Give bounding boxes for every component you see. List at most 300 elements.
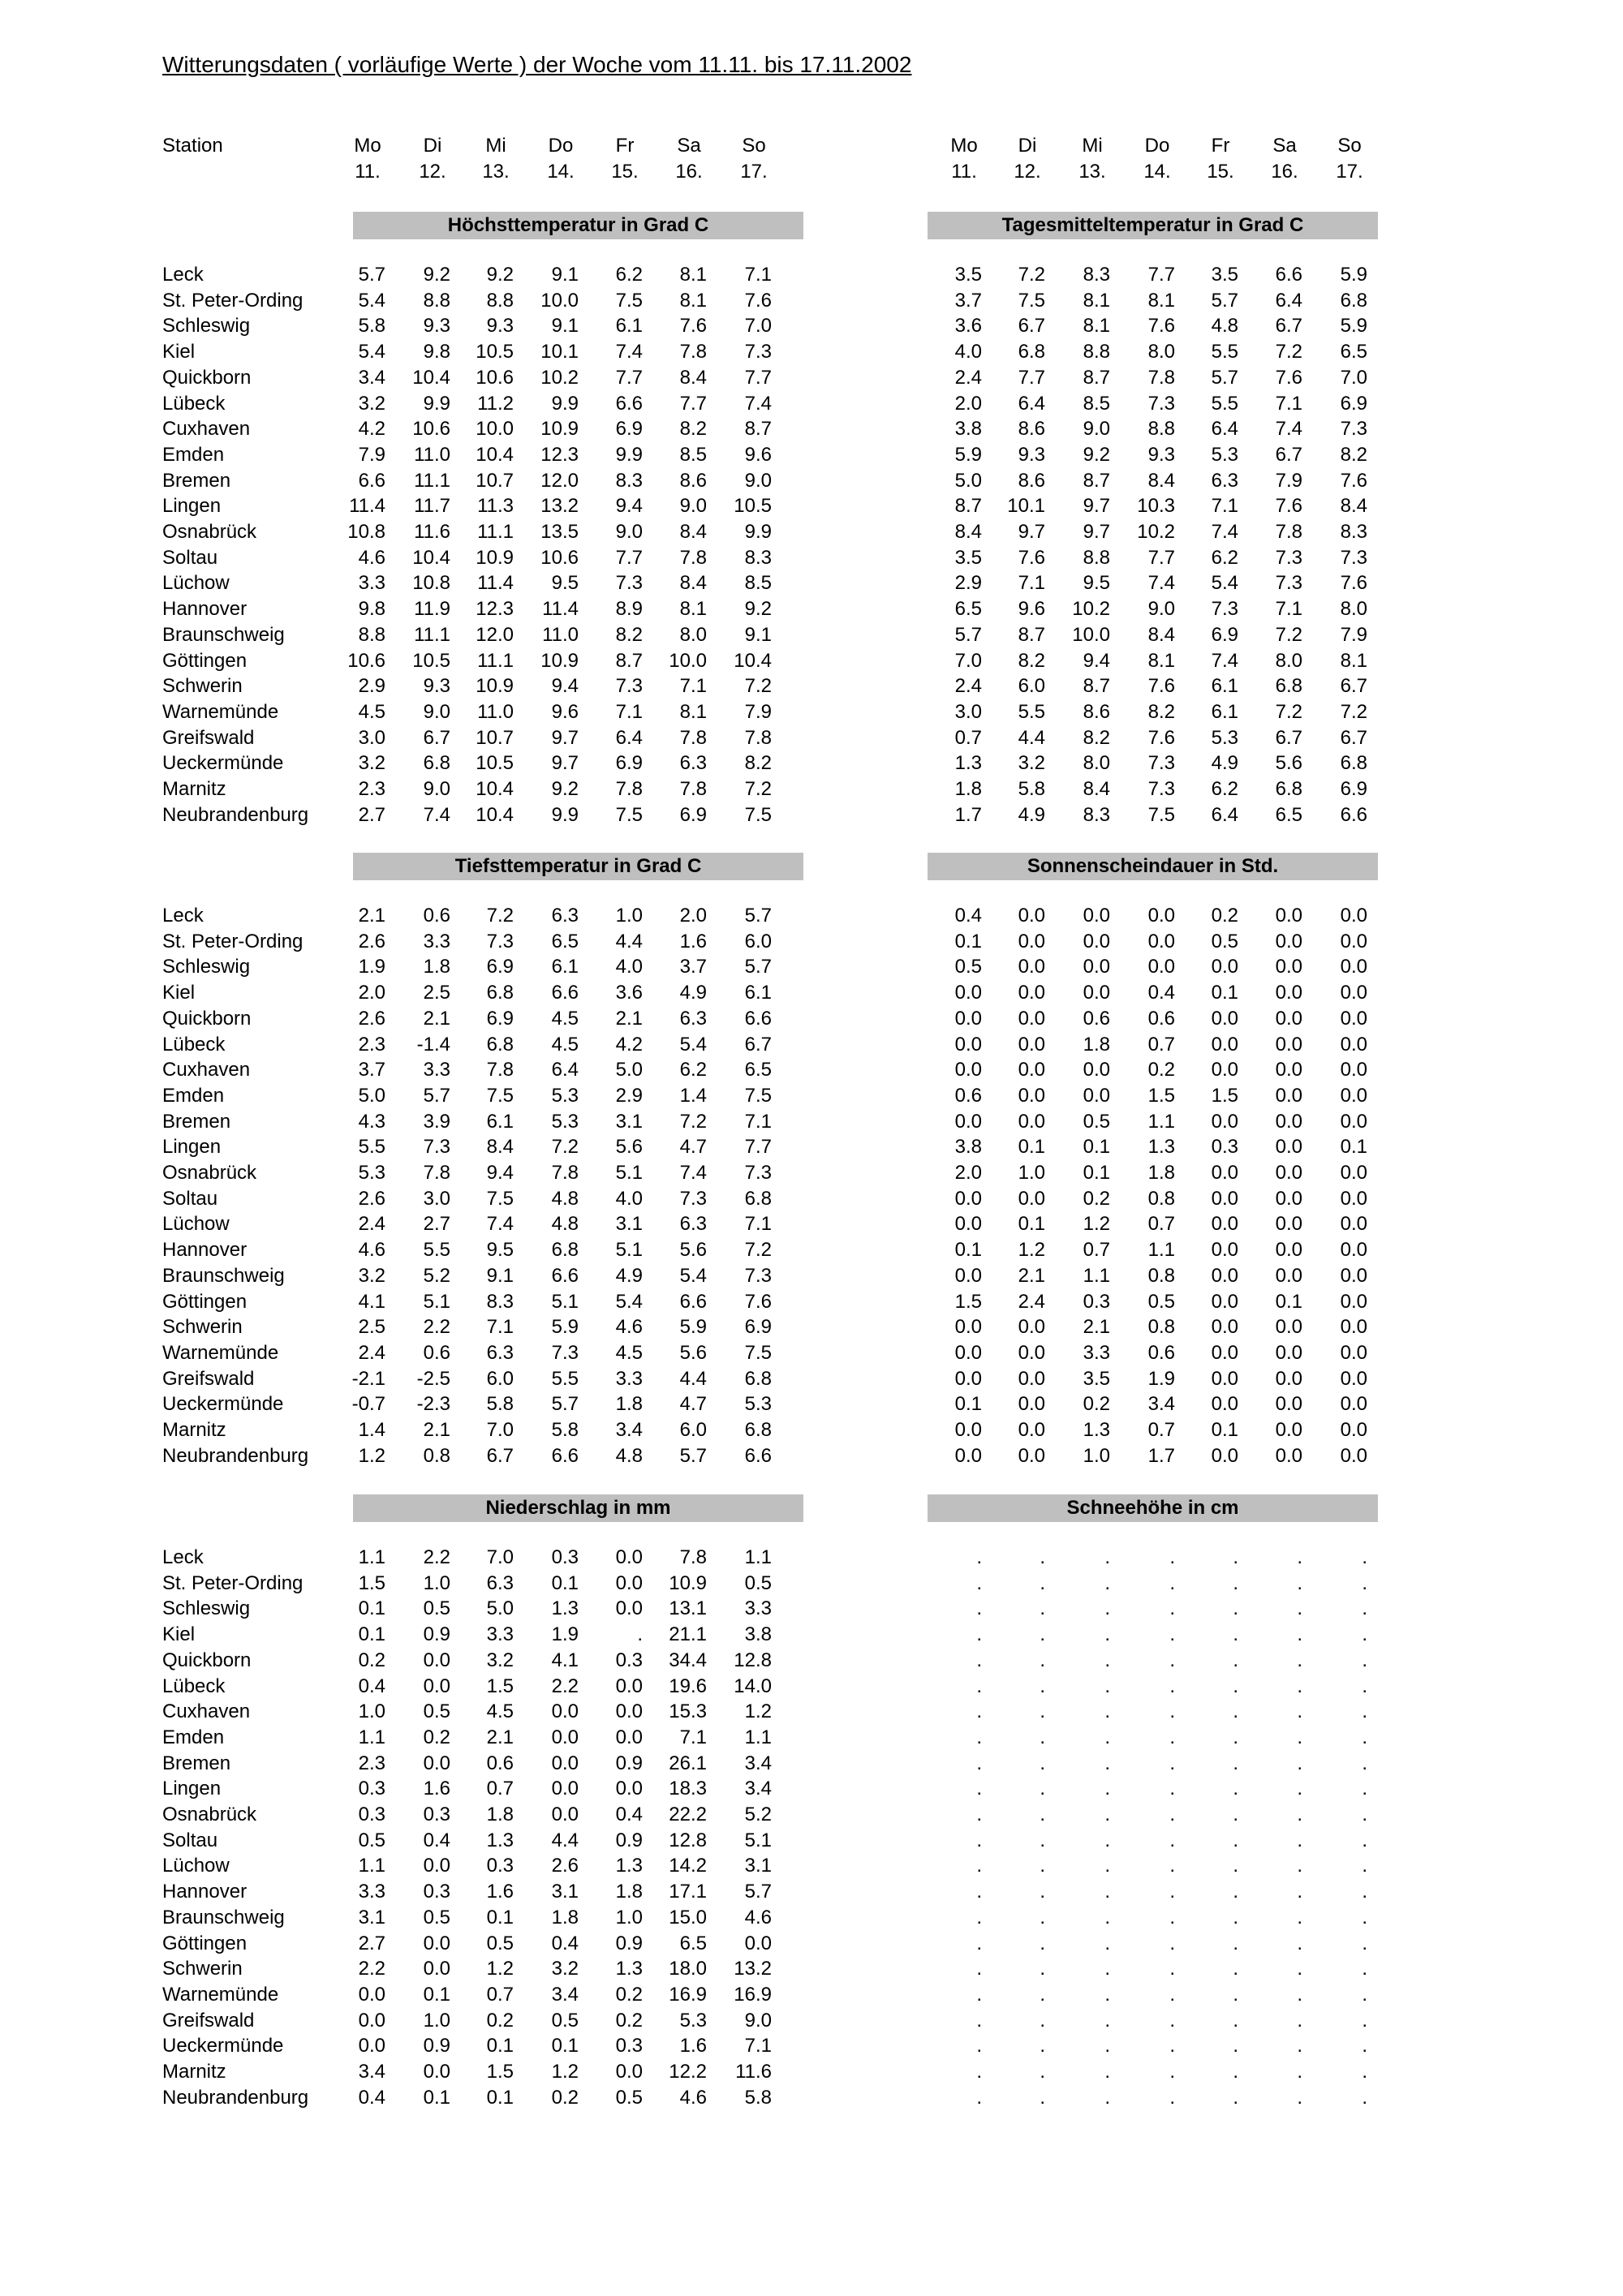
right-value-cell: 0.0 [954,1213,982,1236]
left-value-cell: -1.4 [416,1033,450,1056]
right-value-cell: 6.7 [1340,726,1367,749]
left-value-cell: 0.0 [615,1546,643,1568]
section-header-right: Sonnenscheindauer in Std. [928,853,1378,880]
left-value-cell: 10.6 [476,366,514,389]
station-name: Warnemünde [162,1341,279,1364]
right-value-cell: 2.0 [954,392,982,415]
right-value-cell: 7.6 [1018,546,1045,569]
station-name: Cuxhaven [162,1059,251,1081]
left-value-cell: 2.5 [423,982,450,1004]
left-value-cell: 2.0 [679,905,707,927]
right-value-cell: 3.7 [954,289,982,312]
left-value-cell: 6.7 [423,726,450,749]
right-value-cell: 9.7 [1083,495,1110,518]
left-value-cell: 10.9 [540,649,579,672]
station-name: Lingen [162,1778,222,1800]
right-day-name: Sa [1272,135,1297,157]
left-value-cell: 10.5 [734,495,772,518]
left-value-cell: 4.5 [615,1341,643,1364]
left-value-cell: 9.2 [744,598,772,621]
right-value-cell: . [976,1649,982,1671]
right-value-cell: 0.3 [1083,1290,1110,1313]
left-value-cell: 0.0 [358,2009,385,2032]
right-value-cell: 9.5 [1083,572,1110,595]
left-value-cell: 3.1 [615,1213,643,1236]
right-value-cell: 7.2 [1018,264,1045,286]
right-value-cell: 7.2 [1275,623,1302,646]
left-value-cell: 5.7 [679,1444,707,1467]
right-value-cell: 7.1 [1211,495,1238,518]
right-value-cell: 0.8 [1147,1187,1175,1210]
right-value-cell: 5.0 [954,469,982,492]
station-name: Osnabrück [162,1162,257,1184]
left-value-cell: 9.1 [744,623,772,646]
right-value-cell: . [1362,1804,1367,1825]
right-value-cell: 7.6 [1340,469,1367,492]
right-value-cell: 7.4 [1275,418,1302,441]
right-value-cell: . [1233,2035,1238,2057]
right-value-cell: . [1233,1597,1238,1620]
right-value-cell: 0.7 [954,726,982,749]
left-value-cell: 2.6 [358,930,385,952]
right-value-cell: 0.0 [1211,1316,1238,1339]
right-value-cell: 6.5 [954,598,982,621]
right-value-cell: 5.7 [954,623,982,646]
left-value-cell: 1.1 [358,1726,385,1748]
left-value-cell: 9.3 [423,675,450,698]
left-value-cell: 3.3 [486,1623,514,1646]
right-value-cell: . [1297,1829,1302,1851]
station-name: Braunschweig [162,1906,285,1928]
left-value-cell: 0.1 [486,2086,514,2109]
right-value-cell: 0.0 [1211,1213,1238,1236]
left-value-cell: 1.8 [615,1393,643,1416]
left-value-cell: 6.2 [615,264,643,286]
right-value-cell: . [1362,2061,1367,2083]
left-value-cell: 3.4 [744,1778,772,1800]
right-value-cell: 2.4 [954,366,982,389]
left-value-cell: 9.2 [551,778,579,800]
left-value-cell: 6.6 [744,1007,772,1030]
left-value-cell: 3.6 [615,982,643,1004]
left-value-cell: 5.4 [615,1290,643,1313]
left-value-cell: 3.3 [423,930,450,952]
left-value-cell: 9.4 [615,495,643,518]
right-value-cell: . [976,1829,982,1851]
right-value-cell: . [1297,2009,1302,2032]
right-value-cell: . [1104,1881,1110,1903]
right-value-cell: 0.0 [954,1110,982,1133]
right-value-cell: . [1040,1623,1045,1646]
right-value-cell: . [976,1932,982,1954]
station-name: St. Peter-Ording [162,1572,304,1594]
left-value-cell: 9.6 [744,443,772,466]
left-value-cell: 11.3 [477,495,514,518]
left-value-cell: 34.4 [669,1649,707,1671]
left-value-cell: 6.7 [486,1444,514,1467]
station-name: Schleswig [162,1597,251,1620]
left-value-cell: 1.1 [358,1855,385,1877]
right-value-cell: 0.0 [1018,1367,1045,1390]
right-value-cell: 10.1 [1007,495,1045,518]
left-value-cell: 7.5 [486,1084,514,1107]
right-value-cell: . [1297,1623,1302,1646]
left-value-cell: 8.1 [679,264,707,286]
left-value-cell: 7.7 [744,1136,772,1159]
right-value-cell: 7.5 [1147,803,1175,826]
left-value-cell: 10.9 [476,675,514,698]
right-value-cell: 0.0 [1340,1367,1367,1390]
station-name: Braunschweig [162,623,285,646]
section-header-left: Tiefsttemperatur in Grad C [353,853,803,880]
right-value-cell: 0.0 [1018,1444,1045,1467]
right-value-cell: 6.7 [1275,315,1302,338]
left-value-cell: 7.5 [744,1084,772,1107]
right-value-cell: 5.3 [1211,443,1238,466]
right-value-cell: 8.7 [1083,469,1110,492]
right-day-name: Fr [1211,135,1230,157]
right-value-cell: 1.5 [954,1290,982,1313]
left-value-cell: 6.5 [551,930,579,952]
left-value-cell: 7.2 [744,675,772,698]
right-value-cell: 0.0 [1018,1341,1045,1364]
station-name: Cuxhaven [162,1701,251,1723]
left-value-cell: 10.9 [476,546,514,569]
left-value-cell: 7.5 [744,1341,772,1364]
left-value-cell: 5.7 [358,264,385,286]
right-value-cell: . [1169,1881,1175,1903]
left-value-cell: 0.0 [551,1778,579,1800]
left-value-cell: 9.1 [551,315,579,338]
station-name: Quickborn [162,366,252,389]
left-value-cell: 10.0 [669,649,707,672]
left-value-cell: 8.1 [679,700,707,723]
station-name: Greifswald [162,726,255,749]
right-value-cell: . [1040,1983,1045,2006]
station-name: Lübeck [162,392,226,415]
right-value-cell: . [1104,1649,1110,1671]
left-value-cell: 6.8 [423,752,450,775]
right-value-cell: 0.0 [1340,956,1367,978]
right-value-cell: 0.0 [954,1419,982,1441]
right-value-cell: 0.0 [1211,1059,1238,1081]
left-value-cell: 4.8 [551,1213,579,1236]
left-value-cell: 3.2 [358,1264,385,1287]
right-value-cell: . [1104,2009,1110,2032]
right-value-cell: . [1233,2009,1238,2032]
left-value-cell: 26.1 [669,1752,707,1774]
right-value-cell: 0.5 [1147,1290,1175,1313]
right-value-cell: 9.3 [1018,443,1045,466]
right-value-cell: 3.5 [1083,1367,1110,1390]
left-value-cell: 6.1 [615,315,643,338]
left-value-cell: 5.2 [744,1804,772,1825]
right-value-cell: . [976,2061,982,2083]
right-value-cell: 0.1 [1275,1290,1302,1313]
right-value-cell: 3.5 [954,546,982,569]
right-value-cell: 1.5 [1211,1084,1238,1107]
station-name: Schleswig [162,315,251,338]
right-value-cell: . [1104,2035,1110,2057]
right-value-cell: 0.0 [1275,1213,1302,1236]
station-name: Greifswald [162,1367,255,1390]
right-value-cell: . [1040,1958,1045,1980]
left-value-cell: -2.5 [416,1367,450,1390]
right-value-cell: . [976,1623,982,1646]
left-value-cell: 6.1 [486,1110,514,1133]
left-value-cell: 5.5 [423,1239,450,1262]
left-value-cell: 8.7 [744,418,772,441]
right-value-cell: . [1362,2035,1367,2057]
left-value-cell: 9.9 [423,392,450,415]
right-value-cell: 3.4 [1147,1393,1175,1416]
right-value-cell: 1.0 [1018,1162,1045,1184]
left-value-cell: 12.0 [476,623,514,646]
right-value-cell: . [1297,1649,1302,1671]
left-value-cell: 7.8 [679,546,707,569]
left-value-cell: 0.0 [615,1726,643,1748]
left-value-cell: 4.8 [615,1444,643,1467]
right-value-cell: 0.0 [1340,1316,1367,1339]
left-value-cell: 8.2 [679,418,707,441]
left-value-cell: 11.1 [477,649,514,672]
left-value-cell: 9.0 [744,469,772,492]
left-value-cell: 0.9 [615,1752,643,1774]
left-value-cell: 7.3 [744,1162,772,1184]
left-value-cell: 0.2 [486,2009,514,2032]
right-value-cell: . [1362,1906,1367,1928]
right-value-cell: 0.0 [1340,1084,1367,1107]
left-value-cell: 7.1 [744,1213,772,1236]
left-value-cell: 7.8 [679,1546,707,1568]
right-value-cell: . [1104,1623,1110,1646]
left-value-cell: 10.4 [412,546,450,569]
left-value-cell: 4.9 [615,1264,643,1287]
right-value-cell: . [1040,1701,1045,1723]
left-value-cell: 11.0 [477,700,514,723]
left-value-cell: 9.9 [551,803,579,826]
right-value-cell: 0.0 [1275,1264,1302,1287]
left-value-cell: 5.8 [486,1393,514,1416]
left-value-cell: 7.2 [744,778,772,800]
left-value-cell: 5.1 [551,1290,579,1313]
left-value-cell: 0.0 [615,1701,643,1723]
left-value-cell: 1.1 [358,1546,385,1568]
right-value-cell: . [1040,1932,1045,1954]
station-name: Kiel [162,341,196,363]
right-value-cell: . [976,1855,982,1877]
right-value-cell: 0.0 [1340,1239,1367,1262]
left-value-cell: 0.9 [423,1623,450,1646]
right-value-cell: . [1297,2061,1302,2083]
left-value-cell: 14.0 [734,1675,772,1697]
left-value-cell: 1.0 [615,905,643,927]
right-value-cell: . [1169,1855,1175,1877]
left-value-cell: 0.0 [423,1752,450,1774]
right-value-cell: . [1297,1881,1302,1903]
left-value-cell: 7.0 [486,1546,514,1568]
right-value-cell: . [1169,1752,1175,1774]
left-value-cell: 1.2 [744,1701,772,1723]
right-value-cell: . [1362,1855,1367,1877]
left-value-cell: 5.7 [551,1393,579,1416]
right-value-cell: 7.3 [1275,546,1302,569]
station-name: Cuxhaven [162,418,251,441]
right-value-cell: . [1297,1855,1302,1877]
right-value-cell: 6.4 [1211,803,1238,826]
left-value-cell: 1.1 [744,1726,772,1748]
left-value-cell: 9.4 [551,675,579,698]
right-value-cell: 0.0 [1340,1007,1367,1030]
left-value-cell: -2.3 [416,1393,450,1416]
right-value-cell: . [1362,1726,1367,1748]
left-value-cell: 0.1 [486,2035,514,2057]
left-value-cell: 0.9 [423,2035,450,2057]
left-value-cell: 6.6 [551,1264,579,1287]
left-value-cell: 0.3 [615,1649,643,1671]
right-value-cell: 8.1 [1083,289,1110,312]
left-value-cell: 0.0 [423,1675,450,1697]
right-value-cell: 8.8 [1083,341,1110,363]
left-value-cell: . [637,1623,643,1646]
left-value-cell: 1.8 [551,1906,579,1928]
left-value-cell: 7.8 [679,341,707,363]
left-value-cell: 8.4 [679,366,707,389]
right-value-cell: . [1233,1804,1238,1825]
right-value-cell: 3.8 [954,1136,982,1159]
right-value-cell: . [976,1726,982,1748]
left-value-cell: 7.4 [615,341,643,363]
right-value-cell: 0.0 [1211,1110,1238,1133]
right-value-cell: . [1104,1932,1110,1954]
left-value-cell: 11.1 [477,521,514,543]
left-value-cell: 3.2 [358,392,385,415]
left-value-cell: 5.2 [423,1264,450,1287]
right-value-cell: 0.0 [1340,905,1367,927]
right-value-cell: 1.5 [1147,1084,1175,1107]
left-day-name: Sa [677,135,701,157]
right-value-cell: 7.5 [1018,289,1045,312]
right-value-cell: 5.8 [1018,778,1045,800]
right-value-cell: 0.0 [1340,1444,1367,1467]
right-value-cell: 0.0 [1340,982,1367,1004]
right-value-cell: 0.0 [1340,1110,1367,1133]
left-value-cell: 6.8 [744,1367,772,1390]
right-value-cell: . [1104,1855,1110,1877]
right-value-cell: . [1233,1752,1238,1774]
left-value-cell: 0.2 [615,2009,643,2032]
left-value-cell: 9.9 [744,521,772,543]
left-value-cell: 17.1 [669,1881,707,1903]
right-value-cell: 8.4 [954,521,982,543]
station-name: Lingen [162,495,222,518]
right-value-cell: 7.2 [1275,341,1302,363]
left-value-cell: 0.0 [423,1958,450,1980]
left-value-cell: 6.8 [551,1239,579,1262]
left-value-cell: 10.4 [734,649,772,672]
left-value-cell: 12.2 [669,2061,707,2083]
right-value-cell: 0.1 [954,1239,982,1262]
left-value-cell: 1.5 [486,2061,514,2083]
right-value-cell: 7.4 [1211,521,1238,543]
left-value-cell: 11.2 [477,392,514,415]
right-value-cell: 1.8 [1147,1162,1175,1184]
left-value-cell: 1.4 [358,1419,385,1441]
right-value-cell: . [1233,1829,1238,1851]
left-value-cell: 6.3 [486,1572,514,1594]
right-value-cell: 8.4 [1147,623,1175,646]
right-value-cell: 0.0 [1275,1444,1302,1467]
right-day-date: 12. [1014,161,1041,183]
left-value-cell: 4.2 [358,418,385,441]
right-value-cell: 6.1 [1211,700,1238,723]
left-value-cell: 7.6 [744,1290,772,1313]
right-value-cell: 0.0 [1340,1264,1367,1287]
right-value-cell: 1.1 [1147,1110,1175,1133]
right-value-cell: 0.1 [1083,1136,1110,1159]
left-value-cell: 0.2 [358,1649,385,1671]
right-value-cell: 4.9 [1211,752,1238,775]
left-value-cell: 1.0 [615,1906,643,1928]
left-value-cell: 6.9 [486,956,514,978]
left-value-cell: 1.8 [615,1881,643,1903]
right-value-cell: 0.0 [1340,1341,1367,1364]
left-value-cell: 4.5 [551,1033,579,1056]
right-value-cell: . [1104,1752,1110,1774]
right-value-cell: 1.3 [1083,1419,1110,1441]
right-value-cell: . [1233,1649,1238,1671]
right-value-cell: 0.1 [1340,1136,1367,1159]
right-value-cell: . [1233,1546,1238,1568]
left-value-cell: 7.2 [551,1136,579,1159]
right-value-cell: . [1362,1932,1367,1954]
left-value-cell: 2.2 [423,1546,450,1568]
left-value-cell: 2.1 [358,905,385,927]
left-value-cell: 6.0 [744,930,772,952]
left-value-cell: 8.8 [358,623,385,646]
right-value-cell: 7.6 [1147,675,1175,698]
right-value-cell: 4.9 [1018,803,1045,826]
right-value-cell: 7.3 [1147,752,1175,775]
right-value-cell: . [1169,2009,1175,2032]
right-value-cell: . [1169,1726,1175,1748]
right-value-cell: . [1362,2009,1367,2032]
right-value-cell: 0.0 [1275,1419,1302,1441]
right-value-cell: 5.5 [1211,341,1238,363]
right-value-cell: . [1169,1804,1175,1825]
right-value-cell: . [1040,1675,1045,1697]
right-value-cell: 1.0 [1083,1444,1110,1467]
right-value-cell: . [1040,1881,1045,1903]
right-value-cell: 3.8 [954,418,982,441]
right-value-cell: . [1169,1778,1175,1800]
station-name: Schwerin [162,675,243,698]
left-value-cell: 7.1 [679,675,707,698]
left-value-cell: 7.3 [744,341,772,363]
right-value-cell: 0.0 [1211,1393,1238,1416]
right-value-cell: 9.3 [1147,443,1175,466]
left-value-cell: 3.8 [744,1623,772,1646]
right-value-cell: 1.8 [954,778,982,800]
right-value-cell: 6.8 [1275,778,1302,800]
right-value-cell: . [1104,1675,1110,1697]
right-value-cell: 0.7 [1147,1213,1175,1236]
left-value-cell: 9.5 [486,1239,514,1262]
station-name: Soltau [162,1829,218,1851]
right-value-cell: 0.0 [1147,905,1175,927]
right-value-cell: 1.2 [1018,1239,1045,1262]
right-value-cell: . [1233,1675,1238,1697]
